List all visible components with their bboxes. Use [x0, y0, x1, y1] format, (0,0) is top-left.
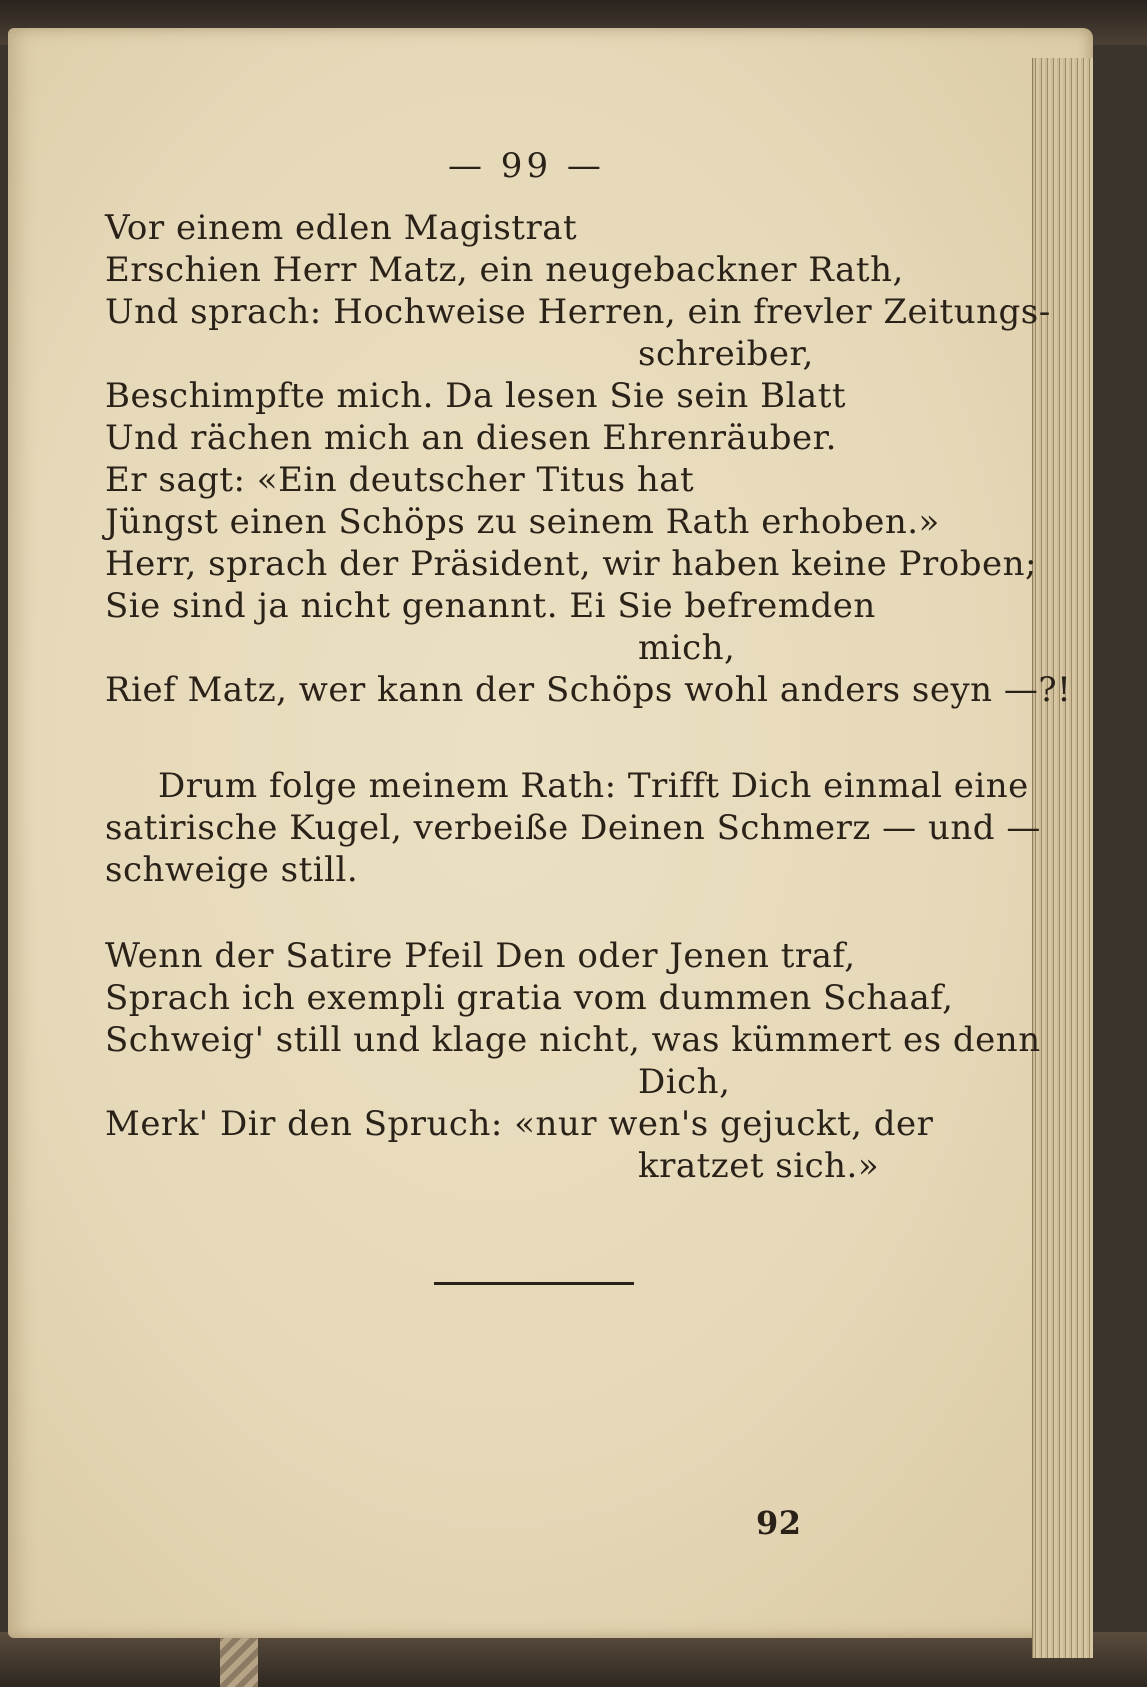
verse-line-continuation: kratzet sich.» [638, 1146, 880, 1186]
verse-line: Schweig' still und klage nicht, was kümmert es denn [105, 1020, 1041, 1060]
verse-line: Merk' Dir den Spruch: «nur wen's gejuckt, der [105, 1104, 934, 1144]
verse-line: Jüngst einen Schöps zu seinem Rath erhoben.» [105, 502, 940, 542]
verse-line: Herr, sprach der Präsident, wir haben keine Proben; [105, 544, 1037, 584]
verse-line: Wenn der Satire Pfeil Den oder Jenen traf, [105, 936, 856, 976]
book-page [8, 28, 1093, 1638]
signature-mark: 92 [756, 1504, 802, 1542]
verse-line: Beschimpfte mich. Da lesen Sie sein Blatt [105, 376, 847, 416]
verse-line-continuation: schreiber, [638, 334, 814, 374]
verse-line-continuation: mich, [638, 628, 736, 668]
verse-line-continuation: Dich, [638, 1062, 731, 1102]
page-number: — 99 — [448, 146, 605, 186]
verse-line: Und rächen mich an diesen Ehrenräuber. [105, 418, 837, 458]
section-divider [434, 1282, 634, 1285]
verse-line: Vor einem edlen Magistrat [105, 208, 578, 248]
prose-line: satirische Kugel, verbeiße Deinen Schmerz — und — [105, 808, 1041, 848]
verse-line: Und sprach: Hochweise Herren, ein frevler Zeitungs- [105, 292, 1051, 332]
verse-line: Sprach ich exempli gratia vom dummen Schaaf, [105, 978, 954, 1018]
verse-line: Sie sind ja nicht genannt. Ei Sie befremden [105, 586, 876, 626]
verse-line: Rief Matz, wer kann der Schöps wohl anders seyn —?! [105, 670, 1072, 710]
verse-line: Er sagt: «Ein deutscher Titus hat [105, 460, 695, 500]
book-cover-bottom [0, 1632, 1147, 1687]
prose-line: schweige still. [105, 850, 359, 890]
prose-line: Drum folge meinem Rath: Trifft Dich einmal eine [158, 766, 1029, 806]
verse-line: Erschien Herr Matz, ein neugebackner Rath, [105, 250, 904, 290]
